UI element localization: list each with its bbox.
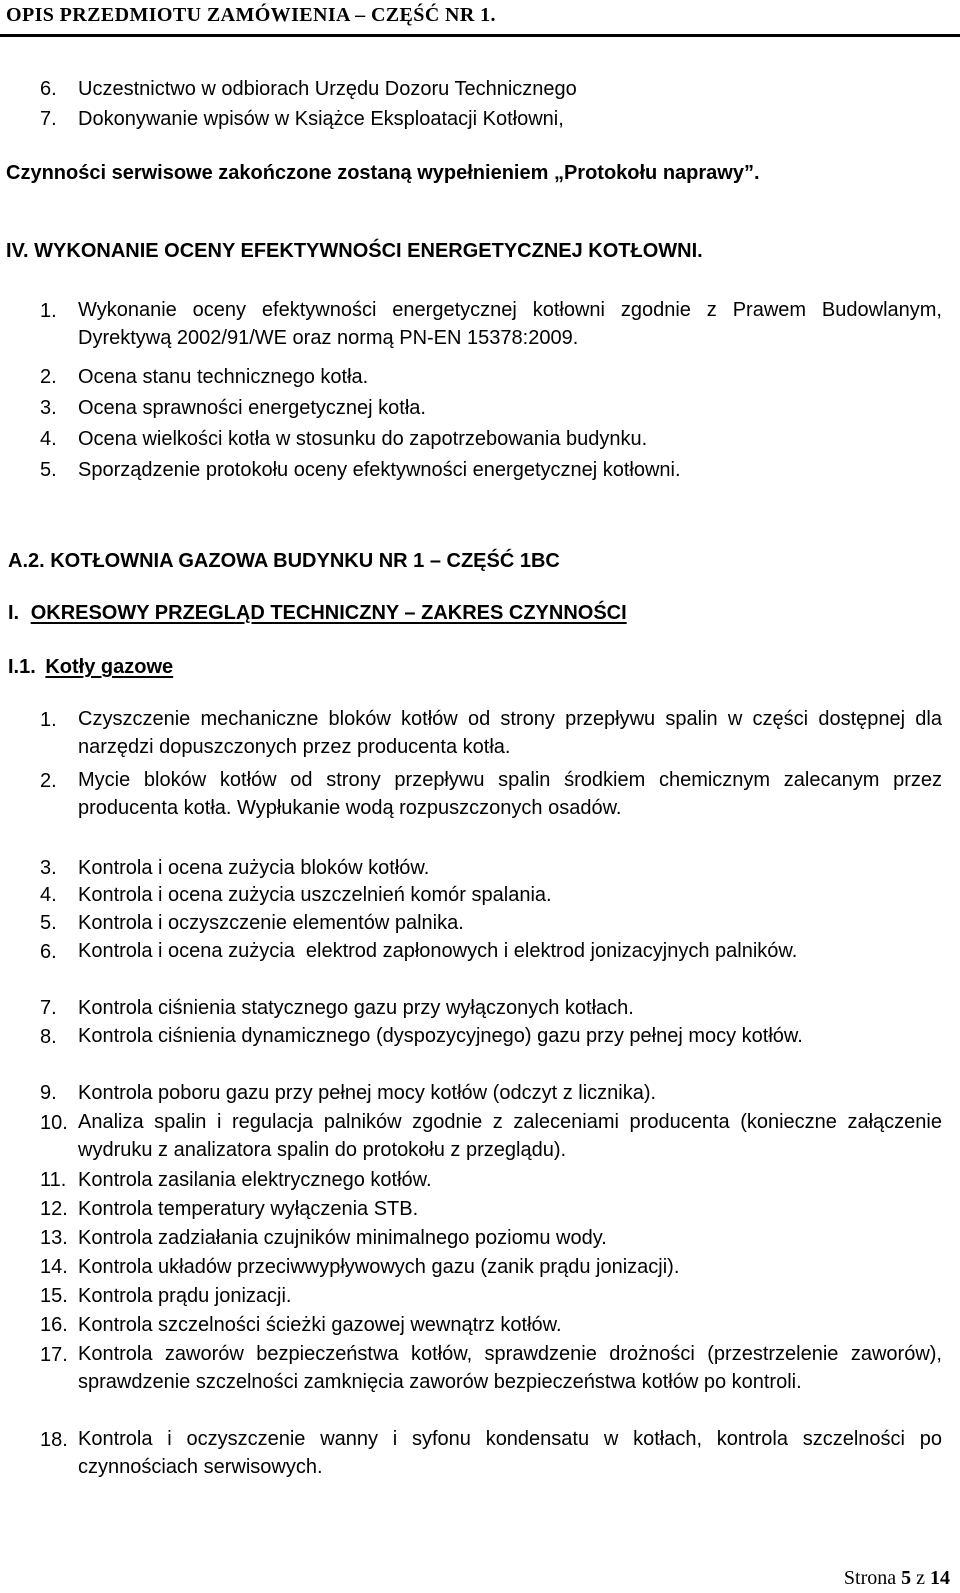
intro-item-6-text: Uczestnictwo w odbiorach Urzędu Dozoru Technicznego [78, 78, 577, 100]
section-i-prefix: I. [8, 602, 20, 624]
boiler-item-6-number: 6. [40, 941, 57, 963]
intro-item-7-text: Dokonywanie wpisów w Książce Eksploatacji Kotłowni, [78, 108, 564, 130]
boiler-item-9-text: Kontrola poboru gazu przy pełnej mocy kotłów (odczyt z licznika). [78, 1082, 657, 1104]
boiler-item-9-number: 9. [40, 1082, 57, 1104]
boiler-item-5-text: Kontrola i oczyszczenie elementów palnika. [78, 912, 464, 934]
boiler-item-11-number: 11. [40, 1169, 67, 1191]
boiler-item-16-number: 16. [40, 1314, 68, 1336]
boiler-item-7-number: 7. [40, 997, 57, 1019]
section-iv-item-5-text: Sporządzenie protokołu oceny efektywności energetycznej kotłowni. [78, 459, 681, 481]
section-iv-item-4-text: Ocena wielkości kotła w stosunku do zapotrzebowania budynku. [78, 428, 648, 450]
boiler-item-13-number: 13. [40, 1227, 68, 1249]
page-prefix: Strona [843, 1567, 897, 1589]
boiler-item-15-text: Kontrola prądu jonizacji. [78, 1285, 292, 1307]
boiler-item-5-number: 5. [40, 912, 57, 934]
boiler-item-16-text: Kontrola szczelności ścieżki gazowej wewnątrz kotłów. [78, 1314, 562, 1336]
section-iv-item-2-text: Ocena stanu technicznego kotła. [78, 366, 369, 388]
boiler-item-4-number: 4. [40, 884, 57, 906]
boiler-item-1-number: 1. [40, 709, 57, 731]
page-separator: z [916, 1567, 925, 1589]
boiler-item-10-number: 10. [40, 1112, 68, 1134]
boiler-item-13-text: Kontrola zadziałania czujników minimalnego poziomu wody. [78, 1227, 607, 1249]
boiler-item-8-number: 8. [40, 1026, 57, 1048]
boiler-item-3-number: 3. [40, 857, 57, 879]
section-iv-item-3-number: 3. [40, 397, 57, 419]
service-note: Czynności serwisowe zakończone zostaną wypełnieniem „Protokołu naprawy”. [6, 162, 760, 184]
boiler-item-18-number: 18. [40, 1429, 68, 1451]
boiler-item-18-text: Kontrola i oczyszczenie wanny i syfonu kondensatu w kotłach, kontrola szczelności po czynnościach serwisowych. [78, 1428, 942, 1478]
section-i1-title: Kotły gazowe [45, 656, 174, 678]
section-iv-title: IV. WYKONANIE OCENY EFEKTYWNOŚCI ENERGETYCZNEJ KOTŁOWNI. [6, 240, 703, 262]
boiler-item-14-text: Kontrola układów przeciwwypływowych gazu (zanik prądu jonizacji). [78, 1256, 680, 1278]
boiler-item-7-text: Kontrola ciśnienia statycznego gazu przy wyłączonych kotłach. [78, 997, 634, 1019]
section-iv-item-3-text: Ocena sprawności energetycznej kotła. [78, 397, 426, 419]
boiler-item-12-text: Kontrola temperatury wyłączenia STB. [78, 1198, 419, 1220]
section-iv-item-5-number: 5. [40, 459, 57, 481]
boiler-item-1-text: Czyszczenie mechaniczne bloków kotłów od strony przepływu spalin w części dostępnej dla narzędzi dopuszczonych przez producenta kotła. [78, 708, 942, 758]
total-pages: 14 [930, 1567, 950, 1589]
section-iv-item-2-number: 2. [40, 366, 57, 388]
boiler-item-11-text: Kontrola zasilania elektrycznego kotłów. [78, 1169, 432, 1191]
intro-item-6-number: 6. [40, 78, 57, 100]
document-header: OPIS PRZEDMIOTU ZAMÓWIENIA – CZĘŚĆ NR 1. [6, 4, 496, 26]
section-i1-heading [8, 656, 173, 679]
section-i1-prefix: I.1. [8, 656, 36, 678]
boiler-item-12-number: 12. [40, 1198, 68, 1220]
section-iv-item-1-number: 1. [40, 300, 57, 322]
section-i-title: OKRESOWY PRZEGLĄD TECHNICZNY – ZAKRES CZYNNOŚCI [30, 602, 627, 624]
boiler-item-3-text: Kontrola i ocena zużycia bloków kotłów. [78, 857, 430, 879]
section-iv-item-1-text: Wykonanie oceny efektywności energetycznej kotłowni zgodnie z Prawem Budowlanym, Dyrektywą 2002/91/WE oraz normą PN-EN 15378:2009. [78, 299, 942, 349]
boiler-item-2-number: 2. [40, 770, 57, 792]
section-a2-title: A.2. KOTŁOWNIA GAZOWA BUDYNKU NR 1 – CZĘŚĆ 1BC [8, 550, 560, 572]
boiler-item-17-text: Kontrola zaworów bezpieczeństwa kotłów, sprawdzenie drożności (przestrzelenie zaworów), sprawdzenie szczelności zamknięcia zaworów bezpieczeństwa kotłów po kontroli. [78, 1343, 942, 1393]
boiler-item-6-text: Kontrola i ocena zużycia elektrod zapłonowych i elektrod jonizacyjnych palników. [78, 940, 798, 962]
boiler-item-14-number: 14. [40, 1256, 68, 1278]
section-i-heading [8, 602, 627, 625]
header-rule [0, 34, 960, 37]
boiler-item-15-number: 15. [40, 1285, 68, 1307]
page-number [844, 1567, 950, 1590]
boiler-item-17-number: 17. [40, 1344, 68, 1366]
boiler-item-2-text: Mycie bloków kotłów od strony przepływu spalin środkiem chemicznym zalecanym przez producenta kotła. Wypłukanie wodą rozpuszczonych osadów. [78, 769, 942, 819]
boiler-item-4-text: Kontrola i ocena zużycia uszczelnień komór spalania. [78, 884, 552, 906]
boiler-item-10-text: Analiza spalin i regulacja palników zgodnie z zaleceniami producenta (konieczne załączenie wydruku z analizatora spalin do protokołu z przeglądu). [78, 1111, 942, 1161]
section-iv-item-4-number: 4. [40, 428, 57, 450]
current-page: 5 [901, 1567, 912, 1589]
intro-item-7-number: 7. [40, 108, 57, 130]
boiler-item-8-text: Kontrola ciśnienia dynamicznego (dyspozycyjnego) gazu przy pełnej mocy kotłów. [78, 1025, 803, 1047]
